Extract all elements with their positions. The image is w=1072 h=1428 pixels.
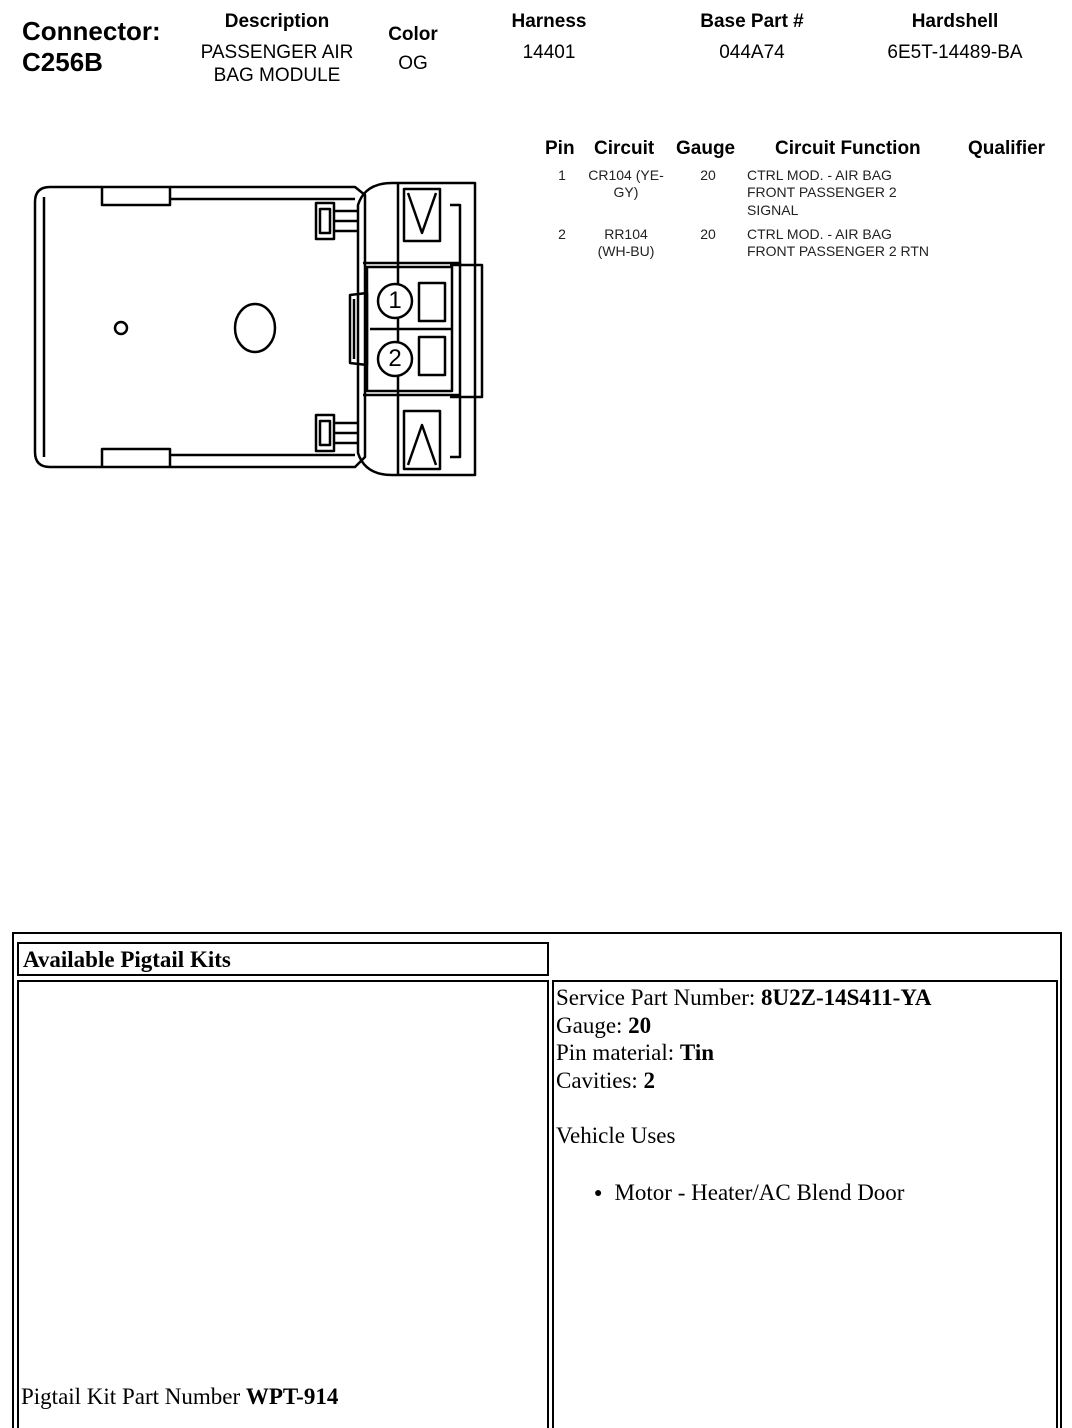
row2-function-l1: CTRL MOD. - AIR BAG (747, 226, 892, 242)
cavities: Cavities: 2 (556, 1068, 656, 1093)
vehicle-uses-list (594, 1179, 904, 1208)
small-hole-icon (115, 322, 127, 334)
kit-part-label: Pigtail Kit Part Number (21, 1384, 246, 1409)
base-part-value: 044A74 (719, 42, 785, 63)
list-item: ● Motor - Heater/AC Blend Door (594, 1180, 905, 1205)
hardshell-value: 6E5T-14489-BA (887, 42, 1023, 63)
connector-label: Connector: (22, 16, 161, 46)
kits-heading: Available Pigtail Kits (23, 947, 231, 972)
connector-face-diagram (20, 175, 500, 485)
connector-id: C256B (22, 47, 103, 77)
service-part-number: Service Part Number: 8U2Z-14S411-YA (556, 985, 932, 1010)
pin-material: Pin material: Tin (556, 1040, 715, 1065)
description-line2: BAG MODULE (213, 65, 341, 86)
qualifier-header: Qualifier (968, 138, 1046, 159)
vehicle-uses-label: Vehicle Uses (556, 1123, 676, 1148)
row2-pin: 2 (558, 226, 566, 242)
pin-2-label: 2 (388, 345, 402, 372)
pin-header: Pin (545, 138, 575, 159)
row1-function-l3: SIGNAL (747, 202, 799, 218)
row2-circuit-l1: RR104 (604, 226, 648, 242)
row1-circuit-l1: CR104 (YE- (588, 167, 664, 183)
color-value: OG (398, 53, 428, 74)
kit-details-cell (552, 980, 1058, 1428)
row1-function-l1: CTRL MOD. - AIR BAG (747, 167, 892, 183)
row2-function-l2: FRONT PASSENGER 2 RTN (747, 243, 930, 259)
service-part-value: 8U2Z-14S411-YA (761, 985, 932, 1010)
large-hole-icon (235, 304, 275, 352)
row1-gauge: 20 (700, 167, 716, 183)
kit-image-cell (17, 980, 549, 1428)
gauge-header: Gauge (676, 138, 736, 159)
base-part-header: Base Part # (700, 11, 804, 32)
harness-header: Harness (511, 11, 587, 32)
circuit-header: Circuit (594, 138, 655, 159)
kit-part-value: WPT-914 (245, 1384, 339, 1409)
row1-circuit-l2: GY) (613, 184, 639, 200)
row2-gauge: 20 (700, 226, 716, 242)
bullet-icon: ● (594, 1186, 603, 1201)
color-header: Color (388, 24, 438, 45)
circuit-function-header: Circuit Function (775, 138, 921, 159)
description-header: Description (224, 11, 330, 32)
pin-1-label: 1 (388, 287, 402, 314)
hardshell-header: Hardshell (911, 11, 999, 32)
harness-value: 14401 (522, 42, 576, 63)
kit-part-number (21, 1383, 338, 1411)
row2-circuit-l2: (WH-BU) (597, 243, 655, 259)
kits-heading-cell (17, 942, 549, 976)
row1-pin: 1 (558, 167, 566, 183)
description-line1: PASSENGER AIR (200, 42, 354, 63)
kit-gauge: Gauge: 20 (556, 1013, 652, 1038)
row1-function-l2: FRONT PASSENGER 2 (747, 184, 897, 200)
